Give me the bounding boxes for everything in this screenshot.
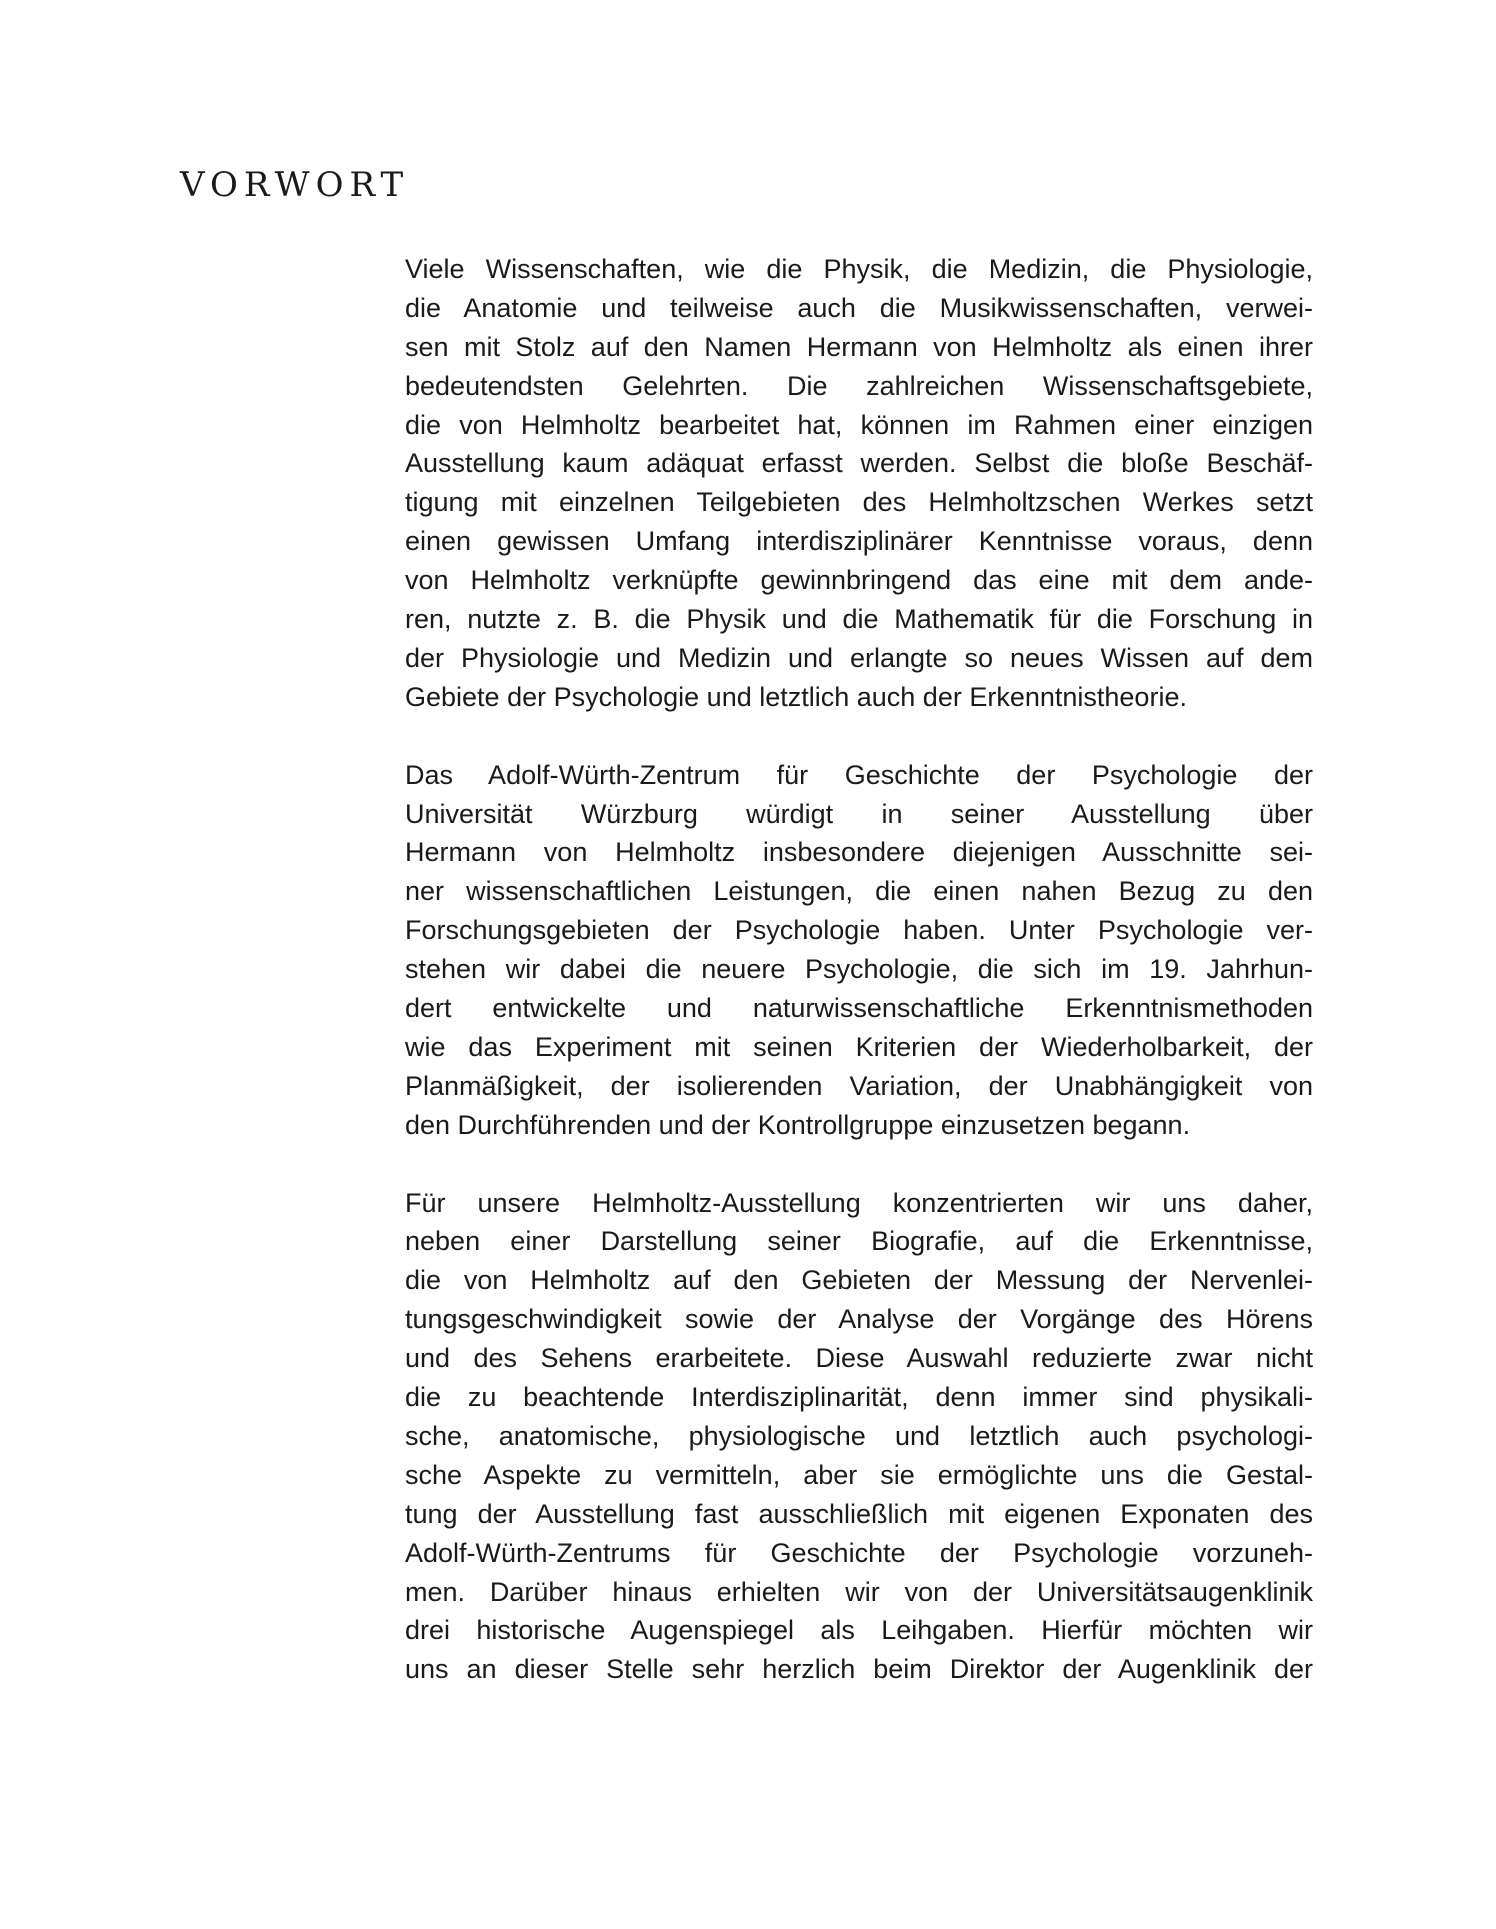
text-line: tungsgeschwindigkeit sowie der Analyse der Vorgänge des Hörens [405,1304,1313,1335]
text-line: Forschungsgebieten der Psychologie haben. Unter Psychologie ver- [405,915,1313,946]
text-line: Universität Würzburg würdigt in seiner Ausstellung über [405,798,1313,829]
text-line: bedeutendsten Gelehrten. Die zahlreichen Wissenschaftsgebiete, [405,370,1313,401]
paragraph-3 [405,1184,1313,1690]
text-line: ren, nutzte z. B. die Physik und die Mathematik für die Forschung in [405,604,1313,635]
text-line: Für unsere Helmholtz-Ausstellung konzentrierten wir uns daher, [405,1187,1313,1218]
text-line: drei historische Augenspiegel als Leihgaben. Hierfür möchten wir [405,1615,1313,1646]
text-line: der Physiologie und Medizin und erlangte so neues Wissen auf dem [405,642,1313,673]
text-line: die zu beachtende Interdisziplinarität, denn immer sind physikali- [405,1382,1313,1413]
text-line: Planmäßigkeit, der isolierenden Variation, der Unabhängigkeit von [405,1070,1313,1101]
text-line: Viele Wissenschaften, wie die Physik, die Medizin, die Physiologie, [405,254,1313,284]
text-line: sche Aspekte zu vermitteln, aber sie ermöglichte uns die Gestal- [405,1459,1313,1490]
page-heading: VORWORT [180,165,410,205]
text-line: die von Helmholtz auf den Gebieten der Messung der Nervenlei- [405,1265,1313,1296]
text-line: Gebiete der Psychologie und letztlich auch der Erkenntnistheorie. [405,681,1187,712]
text-line: den Durchführenden und der Kontrollgruppe einzusetzen begann. [405,1109,1191,1140]
text-line: uns an dieser Stelle sehr herzlich beim Direktor der Augenklinik der [405,1654,1313,1685]
text-line: sen mit Stolz auf den Namen Hermann von Helmholtz als einen ihrer [405,331,1313,362]
text-line: einen gewissen Umfang interdisziplinärer Kenntnisse voraus, denn [405,526,1313,557]
text-line: und des Sehens erarbeitete. Diese Auswahl reduzierte zwar nicht [405,1343,1313,1374]
text-line: von Helmholtz verknüpfte gewinnbringend das eine mit dem ande- [405,565,1313,596]
text-line: Ausstellung kaum adäquat erfasst werden. Selbst die bloße Beschäf- [405,448,1313,479]
text-line: Adolf-Würth-Zentrums für Geschichte der Psychologie vorzuneh- [405,1537,1313,1568]
text-line: die von Helmholtz bearbeitet hat, können im Rahmen einer einzigen [405,409,1313,440]
paragraph-2 [405,756,1313,1145]
text-line: tigung mit einzelnen Teilgebieten des Helmholtzschen Werkes setzt [405,487,1313,518]
paragraph-1 [405,250,1313,717]
body-text [405,250,1313,1728]
text-line: Das Adolf-Würth-Zentrum für Geschichte der Psychologie der [405,759,1313,790]
text-line: men. Darüber hinaus erhielten wir von der Universitätsaugenklinik [405,1576,1313,1607]
text-line: Hermann von Helmholtz insbesondere diejenigen Ausschnitte sei- [405,837,1313,868]
text-line: neben einer Darstellung seiner Biografie, auf die Erkenntnisse, [405,1226,1313,1257]
text-line: stehen wir dabei die neuere Psychologie, die sich im 19. Jahrhun- [405,954,1313,985]
text-line: wie das Experiment mit seinen Kriterien der Wiederholbarkeit, der [405,1031,1313,1062]
text-line: dert entwickelte und naturwissenschaftliche Erkenntnismethoden [405,993,1313,1024]
text-line: ner wissenschaftlichen Leistungen, die einen nahen Bezug zu den [405,876,1313,907]
text-line: tung der Ausstellung fast ausschließlich mit eigenen Exponaten des [405,1498,1313,1529]
text-line: sche, anatomische, physiologische und letztlich auch psychologi- [405,1420,1313,1451]
text-line: die Anatomie und teilweise auch die Musikwissenschaften, verwei- [405,292,1313,323]
